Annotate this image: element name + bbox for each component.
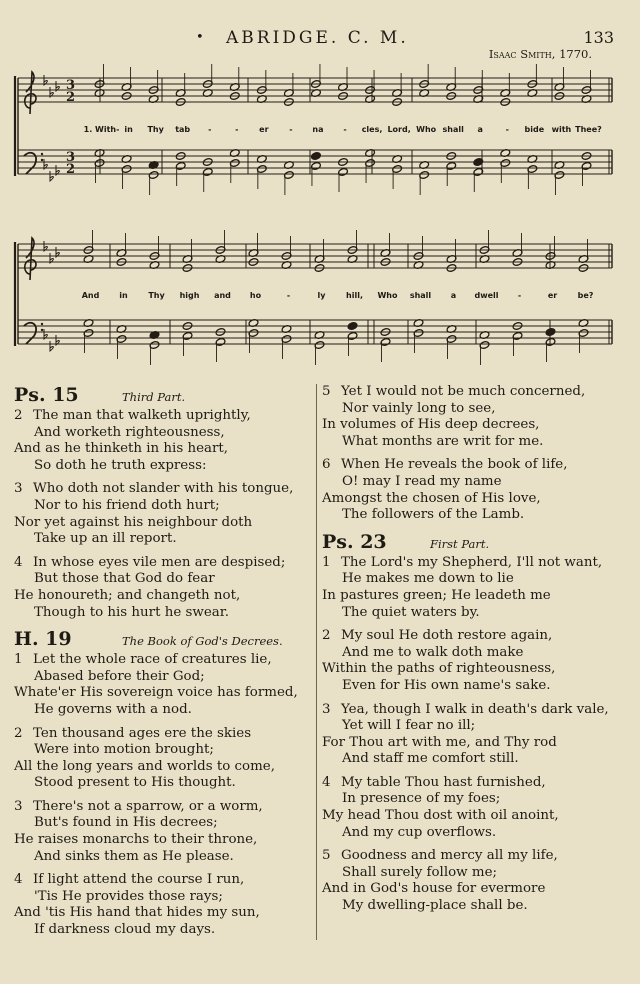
bass-clef-dot — [41, 329, 43, 331]
verse-line — [14, 742, 316, 759]
verse-line — [14, 652, 316, 669]
verse-line — [322, 645, 632, 662]
verse-line — [14, 408, 316, 425]
verse-line — [322, 775, 632, 792]
lyric-syllable: Thy — [148, 291, 165, 300]
verse-line — [322, 588, 632, 605]
verse-line — [322, 735, 632, 752]
verse-text: O! may I read my name — [342, 473, 502, 489]
verse-line — [322, 881, 632, 898]
stanza — [14, 872, 316, 938]
verse-text: All the long years and worlds to come, — [14, 758, 275, 774]
section-subtitle: The Book of God's Decrees. — [122, 634, 283, 649]
verse-text: If light attend the course I run, — [33, 872, 245, 888]
hymn-section — [322, 531, 632, 915]
lyric-syllable: a — [450, 291, 457, 300]
verse-line — [322, 628, 632, 645]
verse-line — [14, 685, 316, 702]
verse-text: And in God's house for evermore — [322, 881, 546, 897]
verse-text: Yet I would not be much concerned, — [341, 384, 586, 399]
stanza — [322, 848, 632, 914]
verse-line — [322, 384, 632, 401]
lyric-syllable: bide — [524, 125, 545, 134]
verse-line — [14, 726, 316, 743]
verse-text: Take up an ill report. — [34, 531, 177, 547]
verse-text: The followers of the Lamb. — [342, 507, 525, 523]
verse-line — [322, 751, 632, 768]
tune-title: ABRIDGE. C. M. — [226, 28, 409, 48]
lyric-syllable: - — [289, 125, 293, 134]
lyric-syllable: - — [517, 291, 522, 300]
verse-line — [322, 825, 632, 842]
verse-text: Even for His own name's sake. — [342, 677, 551, 693]
verse-text: The quiet waters by. — [342, 604, 480, 620]
verse-line — [322, 401, 632, 418]
flat-sign — [56, 165, 59, 175]
lyric-syllable: - — [343, 125, 347, 134]
flat-sign — [44, 75, 47, 85]
stanza — [322, 775, 632, 841]
verse-text: But those that God do fear — [34, 571, 215, 587]
music-score — [0, 58, 640, 368]
section-heading — [14, 384, 316, 406]
verse-text: And me to walk doth make — [342, 644, 524, 660]
verse-line — [322, 457, 632, 474]
verse-number: 2 — [322, 628, 331, 644]
verse-text: And 'tis His hand that hides my sun, — [14, 905, 260, 921]
lyric-syllable: And — [81, 291, 100, 300]
verse-text: So doth he truth express: — [34, 457, 207, 473]
verse-line — [14, 588, 316, 605]
verse-line — [14, 702, 316, 719]
lyric-syllable: - — [505, 125, 509, 134]
verse-text: Amongst the chosen of His love, — [322, 490, 541, 506]
lyric-syllable: er — [259, 125, 269, 134]
lyric-syllable: shall — [409, 291, 432, 300]
verse-line — [322, 718, 632, 735]
verse-text: 'Tis He provides those rays; — [34, 888, 223, 904]
verse-text: There's not a sparrow, or a worm, — [33, 798, 263, 814]
lyric-syllable: tab — [175, 125, 191, 134]
verse-line — [14, 481, 316, 498]
time-signature: 3 — [66, 150, 76, 165]
lyric-syllable: Lord, — [387, 125, 411, 134]
verse-line — [14, 832, 316, 849]
composer-credit: Isaac Smith, 1770. — [488, 47, 592, 61]
lyric-syllable: 1. With- — [83, 125, 120, 134]
lyric-syllable: er — [547, 291, 558, 300]
verse-text: Whate'er His sovereign voice has formed, — [14, 685, 298, 701]
verse-text: Yet will I fear no ill; — [342, 718, 476, 734]
time-signature: 3 — [66, 78, 76, 93]
header-ornament: • — [196, 30, 204, 45]
stanza — [14, 481, 316, 547]
verse-line — [14, 849, 316, 866]
column-divider — [316, 384, 317, 940]
stanza — [14, 555, 316, 621]
bass-clef-dot — [41, 323, 43, 325]
verse-line — [14, 922, 316, 939]
verse-text: The man that walketh uprightly, — [33, 408, 251, 423]
time-signature: 2 — [66, 90, 76, 105]
lyric-syllable: in — [124, 125, 133, 134]
flat-sign — [56, 81, 59, 91]
lyric-syllable: - — [286, 291, 291, 300]
verse-number: 3 — [14, 798, 23, 814]
verse-number: 4 — [322, 774, 331, 790]
lyric-syllable: a — [477, 125, 483, 134]
stanza — [14, 652, 316, 718]
lyric-syllable: be? — [577, 291, 594, 300]
verse-text: In presence of my foes; — [342, 791, 501, 807]
verse-text: My head Thou dost with oil anoint, — [322, 808, 559, 824]
verse-text: In volumes of His deep decrees, — [322, 417, 540, 433]
bass-clef-dot — [41, 159, 43, 161]
verse-text: In pastures green; He leadeth me — [322, 587, 551, 603]
verse-line — [14, 775, 316, 792]
verse-line — [322, 678, 632, 695]
lyric-syllable: high — [179, 291, 200, 300]
verse-line — [14, 905, 316, 922]
verse-text: In whose eyes vile men are despised; — [33, 554, 286, 570]
verse-line — [322, 417, 632, 434]
verse-line — [14, 498, 316, 515]
verse-line — [14, 515, 316, 532]
verse-text: The Lord's my Shepherd, I'll not want, — [341, 554, 603, 570]
verse-line — [322, 571, 632, 588]
flat-sign — [56, 335, 59, 345]
lyric-syllable: Who — [416, 125, 437, 134]
flat-sign — [56, 247, 59, 257]
verse-line — [322, 702, 632, 719]
verse-text: And my cup overflows. — [342, 824, 497, 840]
verse-text: When He reveals the book of life, — [341, 457, 568, 473]
verse-number: 4 — [14, 872, 23, 888]
flat-sign — [50, 87, 53, 97]
lyric-syllable: Thy — [147, 125, 164, 134]
hymn-section — [14, 384, 316, 621]
lyric-syllable: and — [214, 291, 231, 300]
lyric-syllable: Who — [377, 291, 398, 300]
left-column — [14, 384, 316, 946]
verse-text: And sinks them as He please. — [34, 848, 234, 864]
lyric-syllable: shall — [442, 125, 464, 134]
section-number: H. 19 — [14, 628, 72, 651]
verse-line — [14, 669, 316, 686]
lyric-syllable: - — [235, 125, 239, 134]
verse-line — [322, 661, 632, 678]
flat-sign — [44, 159, 47, 169]
verse-number: 2 — [14, 725, 23, 741]
verse-number: 5 — [322, 384, 331, 399]
verse-text: Stood present to His thought. — [34, 775, 236, 791]
verse-number: 5 — [322, 848, 331, 864]
verse-text: Nor vainly long to see, — [342, 400, 496, 416]
verse-line — [14, 799, 316, 816]
verse-line — [322, 555, 632, 572]
verse-text: Shall surely follow me; — [342, 864, 498, 880]
verse-line — [322, 474, 632, 491]
verse-text: If darkness cloud my days. — [34, 922, 216, 938]
lyric-syllable: hill, — [346, 291, 363, 300]
verse-line — [14, 759, 316, 776]
score-svg — [0, 58, 640, 368]
flat-sign — [44, 241, 47, 251]
lyric-syllable: ho — [249, 291, 262, 300]
lyric-syllable: - — [208, 125, 212, 134]
bass-clef-dot — [41, 153, 43, 155]
verse-text: Who doth not slander with his tongue, — [33, 481, 294, 497]
verse-text: For Thou art with me, and Thy rod — [322, 734, 557, 750]
verse-number: 6 — [322, 457, 331, 473]
verse-line — [14, 441, 316, 458]
section-heading — [14, 628, 316, 650]
verse-line — [14, 815, 316, 832]
lyric-syllable: cles, — [361, 125, 383, 134]
verse-line — [322, 808, 632, 825]
lyric-syllable: dwell — [474, 291, 499, 300]
stanza — [322, 555, 632, 621]
verse-line — [14, 571, 316, 588]
verse-text: My table Thou hast furnished, — [341, 774, 546, 790]
hymn-section — [14, 628, 316, 939]
verse-text: He raises monarchs to their throne, — [14, 832, 258, 848]
right-column — [322, 384, 632, 922]
verse-text: Nor to his friend doth hurt; — [34, 497, 220, 513]
note-head — [545, 328, 556, 337]
verse-line — [14, 555, 316, 572]
verse-text: My soul He doth restore again, — [341, 628, 553, 644]
verse-text: And as he thinketh in his heart, — [14, 441, 229, 457]
time-signature: 2 — [66, 162, 76, 177]
verse-line — [14, 458, 316, 475]
flat-sign — [50, 341, 53, 351]
verse-text: Yea, though I walk in death's dark vale, — [341, 701, 609, 717]
verse-text: What months are writ for me. — [342, 433, 544, 449]
flat-sign — [50, 253, 53, 263]
verse-text: Were into motion brought; — [34, 742, 214, 758]
section-heading — [322, 531, 632, 553]
verse-number: 3 — [322, 701, 331, 717]
verse-text: But's found in His decrees; — [34, 815, 218, 831]
verse-number: 1 — [14, 652, 23, 668]
verse-line — [322, 434, 632, 451]
lyric-syllable: na — [312, 125, 324, 134]
verse-line — [322, 605, 632, 622]
note-head — [347, 322, 358, 331]
verse-number: 4 — [14, 554, 23, 570]
stanza — [14, 408, 316, 474]
verse-text: And worketh righteousness, — [34, 424, 225, 440]
verse-line — [322, 791, 632, 808]
verse-text: He makes me down to lie — [342, 571, 514, 587]
verse-text: He honoureth; and changeth not, — [14, 587, 241, 603]
verse-text: He governs with a nod. — [34, 701, 192, 717]
flat-sign — [50, 171, 53, 181]
section-number: Ps. 23 — [322, 530, 387, 553]
verse-line — [14, 872, 316, 889]
verse-line — [14, 605, 316, 622]
verse-line — [14, 531, 316, 548]
verse-text: Abased before their God; — [34, 668, 205, 684]
verse-number: 3 — [14, 481, 23, 497]
verse-line — [322, 898, 632, 915]
lyric-syllable: Thee? — [575, 125, 602, 134]
lyric-syllable: ly — [317, 291, 326, 300]
stanza — [322, 702, 632, 768]
verse-text: And staff me comfort still. — [342, 751, 519, 767]
verse-line — [14, 425, 316, 442]
verse-text: Goodness and mercy all my life, — [341, 848, 558, 864]
stanza — [322, 384, 632, 450]
verse-text: Though to his hurt he swear. — [34, 604, 229, 620]
stanza — [14, 726, 316, 792]
verse-line — [322, 507, 632, 524]
section-subtitle: First Part. — [430, 536, 490, 551]
verse-line — [14, 889, 316, 906]
verse-text: Within the paths of righteousness, — [322, 661, 556, 677]
verse-number: 1 — [322, 554, 331, 570]
verse-text: My dwelling-place shall be. — [342, 898, 528, 914]
section-subtitle: Third Part. — [122, 390, 186, 404]
verse-line — [322, 848, 632, 865]
verse-line — [322, 491, 632, 508]
section-number: Ps. 15 — [14, 384, 79, 406]
verse-text: Nor yet against his neighbour doth — [14, 514, 253, 530]
stanza — [14, 799, 316, 865]
stanza — [322, 457, 632, 523]
page-number: 133 — [583, 28, 614, 47]
verse-text: Let the whole race of creatures lie, — [33, 652, 272, 668]
verse-text: Ten thousand ages ere the skies — [33, 725, 252, 741]
lyric-syllable: in — [119, 291, 128, 300]
stanza — [322, 628, 632, 694]
note-head — [311, 152, 322, 161]
flat-sign — [44, 329, 47, 339]
verse-number: 2 — [14, 408, 23, 423]
lyric-syllable: with — [551, 125, 572, 134]
verse-line — [322, 865, 632, 882]
